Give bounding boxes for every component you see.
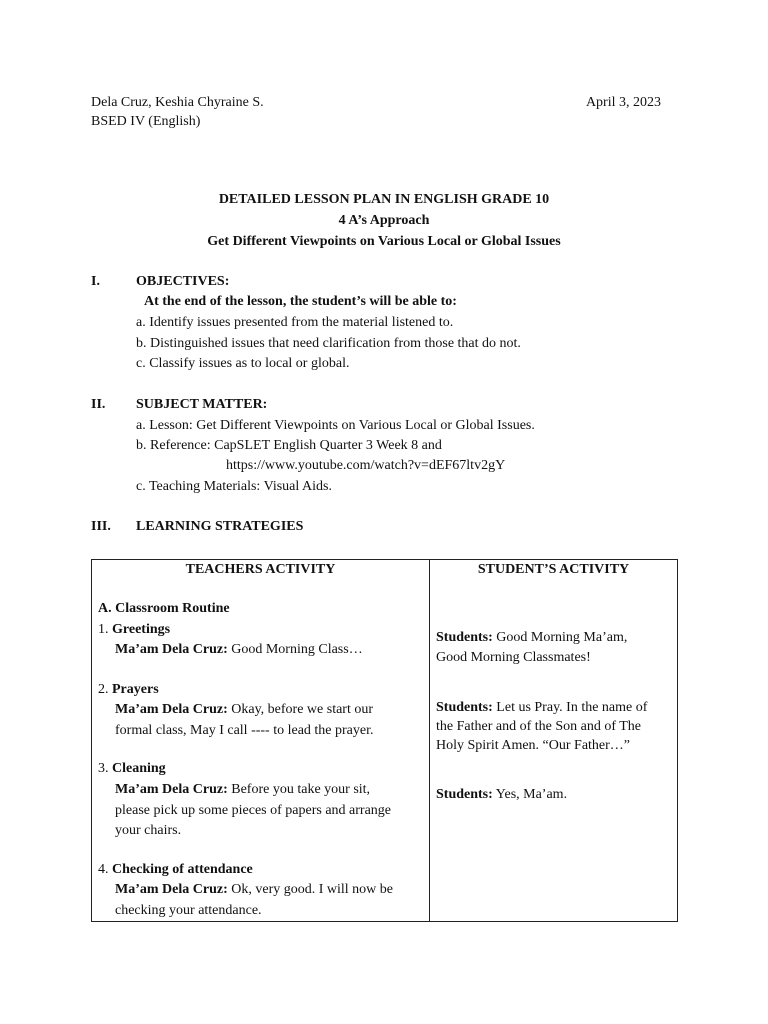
cleaning-number: 3. bbox=[98, 761, 109, 776]
attendance-dialogue-cont: checking your attendance. bbox=[115, 903, 262, 918]
author-course: BSED IV (English) bbox=[91, 114, 201, 129]
teacher-column-header: TEACHERS ACTIVITY bbox=[185, 562, 336, 577]
document-date: April 3, 2023 bbox=[585, 95, 661, 110]
teacher-line: Okay, before we start our bbox=[227, 702, 374, 717]
objectives-numeral: I. bbox=[91, 274, 100, 289]
strategies-numeral: III. bbox=[91, 519, 111, 534]
teacher-speaker: Ma’am Dela Cruz: bbox=[115, 782, 228, 797]
title-line-1: DETAILED LESSON PLAN IN ENGLISH GRADE 10 bbox=[218, 192, 550, 207]
attendance-title: Checking of attendance bbox=[112, 862, 253, 877]
cleaning-dialogue bbox=[115, 782, 370, 798]
objectives-intro: At the end of the lesson, the student’s will be able to: bbox=[144, 294, 457, 309]
objective-item: c. Classify issues as to local or global. bbox=[136, 356, 350, 371]
greetings-number: 1. bbox=[98, 622, 109, 637]
student-greeting bbox=[436, 630, 627, 646]
cleaning-dialogue-cont: please pick up some pieces of papers and arrange bbox=[115, 803, 391, 818]
prayers-dialogue bbox=[115, 702, 373, 718]
activity-table bbox=[91, 559, 678, 922]
column-divider bbox=[429, 560, 430, 921]
cleaning-dialogue-cont: your chairs. bbox=[115, 823, 182, 838]
student-column-header: STUDENT’S ACTIVITY bbox=[477, 562, 630, 577]
student-cleaning bbox=[436, 787, 567, 803]
greetings-dialogue bbox=[115, 642, 363, 658]
subject-matter-heading: SUBJECT MATTER: bbox=[136, 397, 268, 412]
teacher-speaker: Ma’am Dela Cruz: bbox=[115, 702, 228, 717]
teacher-line: Good Morning Class… bbox=[227, 642, 363, 657]
greetings-item bbox=[98, 622, 170, 638]
subject-lesson: a. Lesson: Get Different Viewpoints on Various Local or Global Issues. bbox=[136, 418, 535, 433]
student-line: Yes, Ma’am. bbox=[492, 787, 568, 802]
prayers-dialogue-cont: formal class, May I call ---- to lead the prayer. bbox=[115, 723, 374, 738]
student-prayer bbox=[436, 700, 647, 716]
teacher-speaker: Ma’am Dela Cruz: bbox=[115, 882, 228, 897]
attendance-number: 4. bbox=[98, 862, 109, 877]
prayers-item bbox=[98, 682, 159, 698]
subject-reference: b. Reference: CapSLET English Quarter 3 Week 8 and bbox=[136, 438, 442, 453]
subject-materials: c. Teaching Materials: Visual Aids. bbox=[136, 479, 332, 494]
teacher-speaker: Ma’am Dela Cruz: bbox=[115, 642, 228, 657]
objective-item: a. Identify issues presented from the material listened to. bbox=[136, 315, 454, 330]
student-line: Let us Pray. In the name of bbox=[492, 700, 648, 715]
title-line-2: 4 A’s Approach bbox=[338, 213, 430, 228]
attendance-dialogue bbox=[115, 882, 393, 898]
student-prayer-cont: the Father and of the Son and of The bbox=[436, 719, 642, 734]
student-speaker: Students: bbox=[436, 700, 493, 715]
greetings-title: Greetings bbox=[112, 622, 171, 637]
subject-reference-url: https://www.youtube.com/watch?v=dEF67ltv2gY bbox=[226, 458, 506, 473]
cleaning-item bbox=[98, 761, 166, 777]
objective-item: b. Distinguished issues that need clarification from those that do not. bbox=[136, 336, 521, 351]
subject-matter-numeral: II. bbox=[91, 397, 106, 412]
classroom-routine-heading: A. Classroom Routine bbox=[98, 601, 230, 616]
prayers-title: Prayers bbox=[112, 682, 159, 697]
student-speaker: Students: bbox=[436, 787, 493, 802]
objectives-heading: OBJECTIVES: bbox=[136, 274, 230, 289]
student-speaker: Students: bbox=[436, 630, 493, 645]
cleaning-title: Cleaning bbox=[112, 761, 166, 776]
student-greeting-cont: Good Morning Classmates! bbox=[436, 650, 591, 665]
strategies-heading: LEARNING STRATEGIES bbox=[136, 519, 304, 534]
teacher-line: Before you take your sit, bbox=[227, 782, 371, 797]
attendance-item bbox=[98, 862, 253, 878]
student-line: Good Morning Ma’am, bbox=[492, 630, 628, 645]
prayers-number: 2. bbox=[98, 682, 109, 697]
title-line-3: Get Different Viewpoints on Various Local or Global Issues bbox=[207, 234, 561, 249]
author-name: Dela Cruz, Keshia Chyraine S. bbox=[91, 95, 264, 110]
student-prayer-cont: Holy Spirit Amen. “Our Father…” bbox=[436, 738, 631, 753]
teacher-line: Ok, very good. I will now be bbox=[227, 882, 394, 897]
